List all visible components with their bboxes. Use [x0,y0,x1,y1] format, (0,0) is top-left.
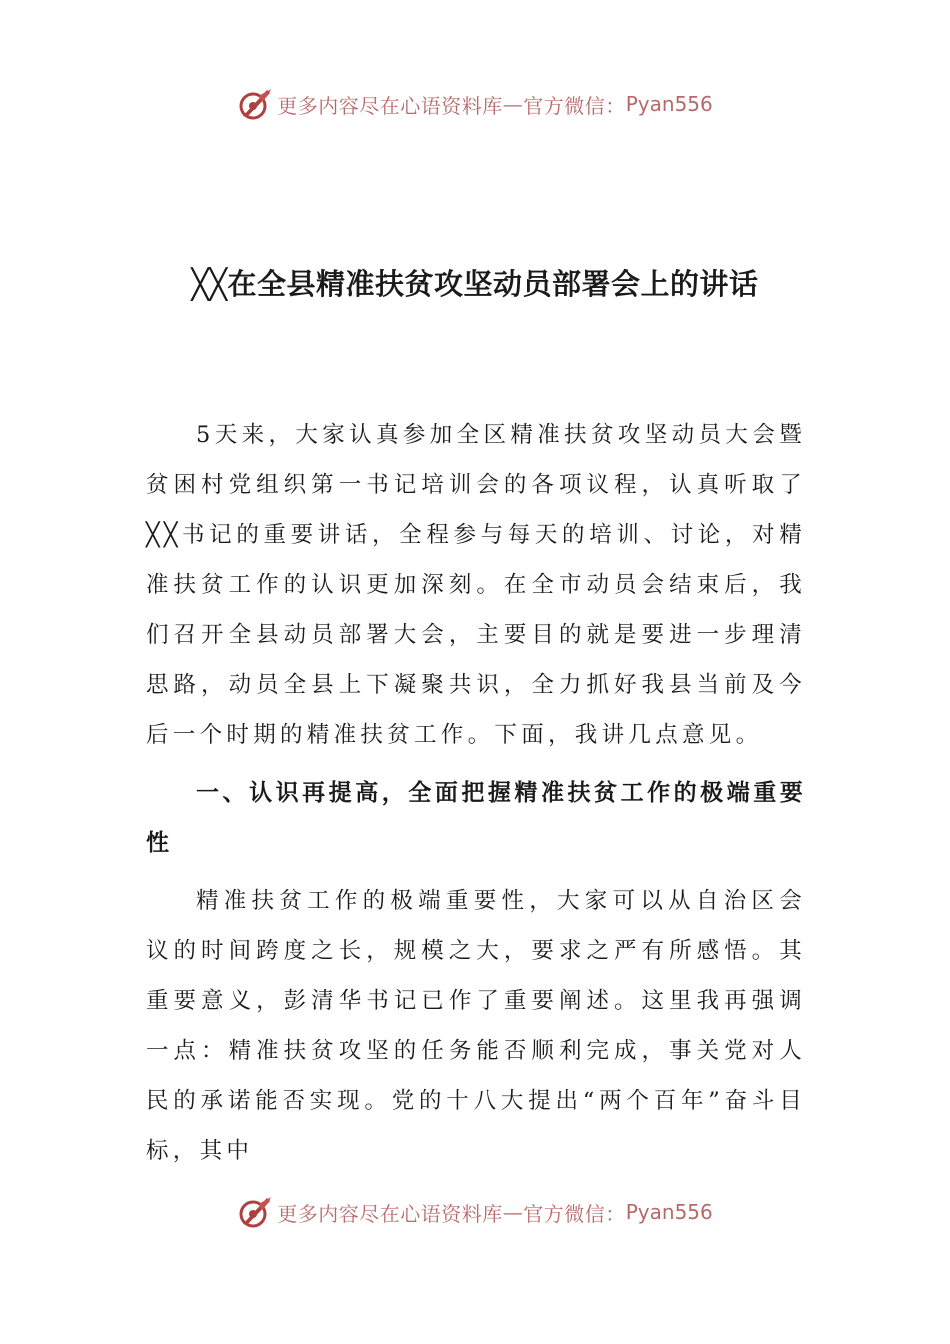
footer-banner [0,1190,950,1234]
banner-site-name: 更多内容尽在心语资料库 [277,1201,503,1226]
banner-wechat-label: 官方微信： [523,93,626,118]
section-heading-1: 一、认识再提高，全面把握精准扶贫工作的极端重要性 [146,779,806,856]
quill-pen-logo-icon [237,1194,273,1230]
banner-wechat-id: Pyan556 [625,1200,713,1224]
banner-site-name: 更多内容尽在心语资料库 [277,93,503,118]
paragraph-intro: 5天来，大家认真参加全区精准扶贫攻坚动员大会暨贫困村党组织第一书记培训会的各项议程，认真听取了╳╳书记的重要讲话，全程参与每天的培训、讨论，对精准扶贫工作的认识更加深刻。在全市动员会结束后，我们召开全县动员部署大会，主要目的就是要进一步理清思路，动员全县上下凝聚共识，全力抓好我县当前及今后一个时期的精准扶贫工作。下面，我讲几点意见。 [146,422,806,748]
banner-dash: — [502,92,524,116]
banner-wechat-id: Pyan556 [625,92,713,116]
banner-wechat-label: 官方微信： [523,1201,626,1226]
quill-pen-logo-icon [237,86,273,122]
header-banner [0,82,950,126]
document-body [146,410,806,1176]
document-title: ╳╳在全县精准扶贫攻坚动员部署会上的讲话 [191,267,759,301]
paragraph-section-1: 精准扶贫工作的极端重要性，大家可以从自治区会议的时间跨度之长，规模之大，要求之严有所感悟。其重要意义，彭清华书记已作了重要阐述。这里我再强调一点：精准扶贫攻坚的任务能否顺利完成，事关党对人民的承诺能否实现。党的十八大提出“两个百年”奋斗目标，其中 [146,888,806,1164]
banner-dash: — [502,1200,524,1224]
